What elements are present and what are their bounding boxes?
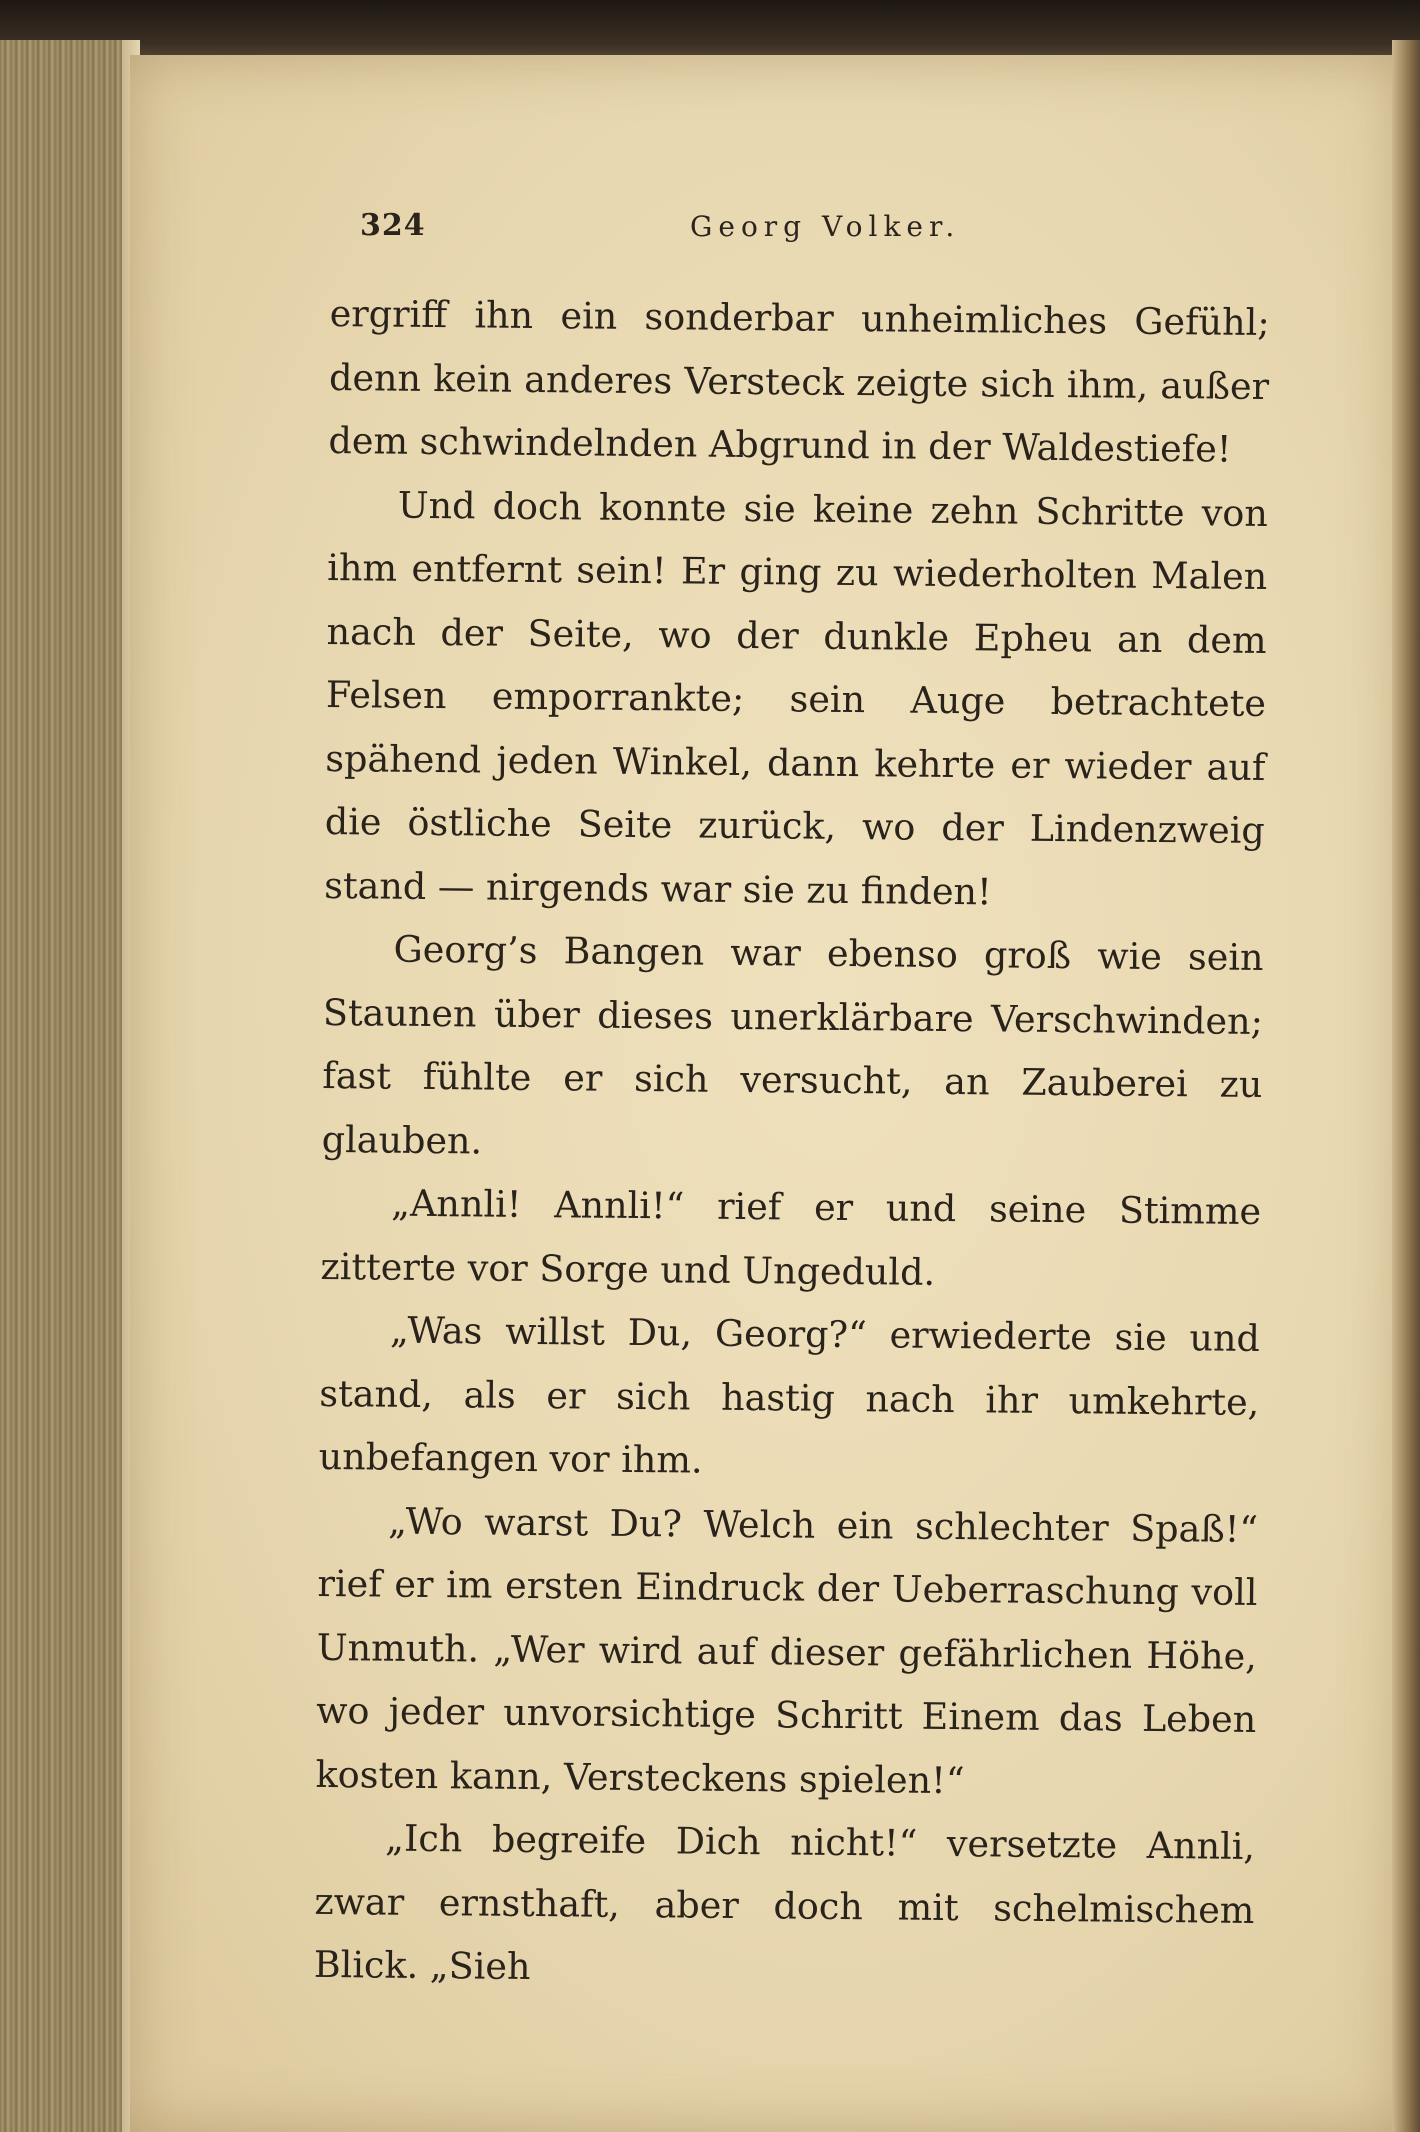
paragraph-6: „Wo warst Du? Welch ein schlechter Spaß!“ rief er im ersten Eindruck der Ueberraschung voll Unmuth. „Wer wird auf dieser gefährlichen Höhe, wo jeder unvorsichtige Schritt Einem das Leben kosten kann, Versteckens spielen!“: [315, 1499, 1259, 1802]
page-number: 324: [360, 208, 426, 243]
scan-top-border: [0, 0, 1420, 62]
paragraph-4: „Annli! Annli!“ rief er und seine Stimme zitterte vor Sorge und Ungeduld.: [320, 1181, 1262, 1294]
page-edges-left: [0, 40, 140, 2132]
body-text: [314, 282, 1270, 2005]
paragraph-5: „Was willst Du, Georg?“ erwiederte sie und stand, als er sich hastig nach ihr umkehrte, unbefangen vor ihm.: [318, 1308, 1261, 1482]
running-title: Georg Volker.: [690, 210, 961, 243]
paragraph-3: Georg’s Bangen war ebenso groß wie sein Staunen über dieses unerklärbare Verschwinden; fast fühlte er sich versucht, an Zauberei zu glauben.: [321, 927, 1264, 1162]
paragraph-1: ergriff ihn ein sonderbar unheimliches Gefühl; denn kein anderes Versteck zeigte sich ihm, außer dem schwindelnden Abgrund in der Waldestiefe!: [328, 291, 1270, 471]
paragraph-7: „Ich begreife Dich nicht!“ versetzte Annli, zwar ernsthaft, aber doch mit schelmischem Blick. „Sieh: [313, 1816, 1256, 1989]
paragraph-2: Und doch konnte sie keine zehn Schritte von ihm entfernt sein! Er ging zu wiederholten Malen nach der Seite, wo der dunkle Epheu an dem Felsen emporrankte; sein Auge betrachtete spähend jeden Winkel, dann kehrte er wieder auf die östliche Seite zurück, wo der Lindenzweig stand — nirgends war sie zu finden!: [324, 483, 1269, 913]
page-edge-right: [1392, 40, 1420, 2132]
page-header: [360, 208, 1200, 248]
